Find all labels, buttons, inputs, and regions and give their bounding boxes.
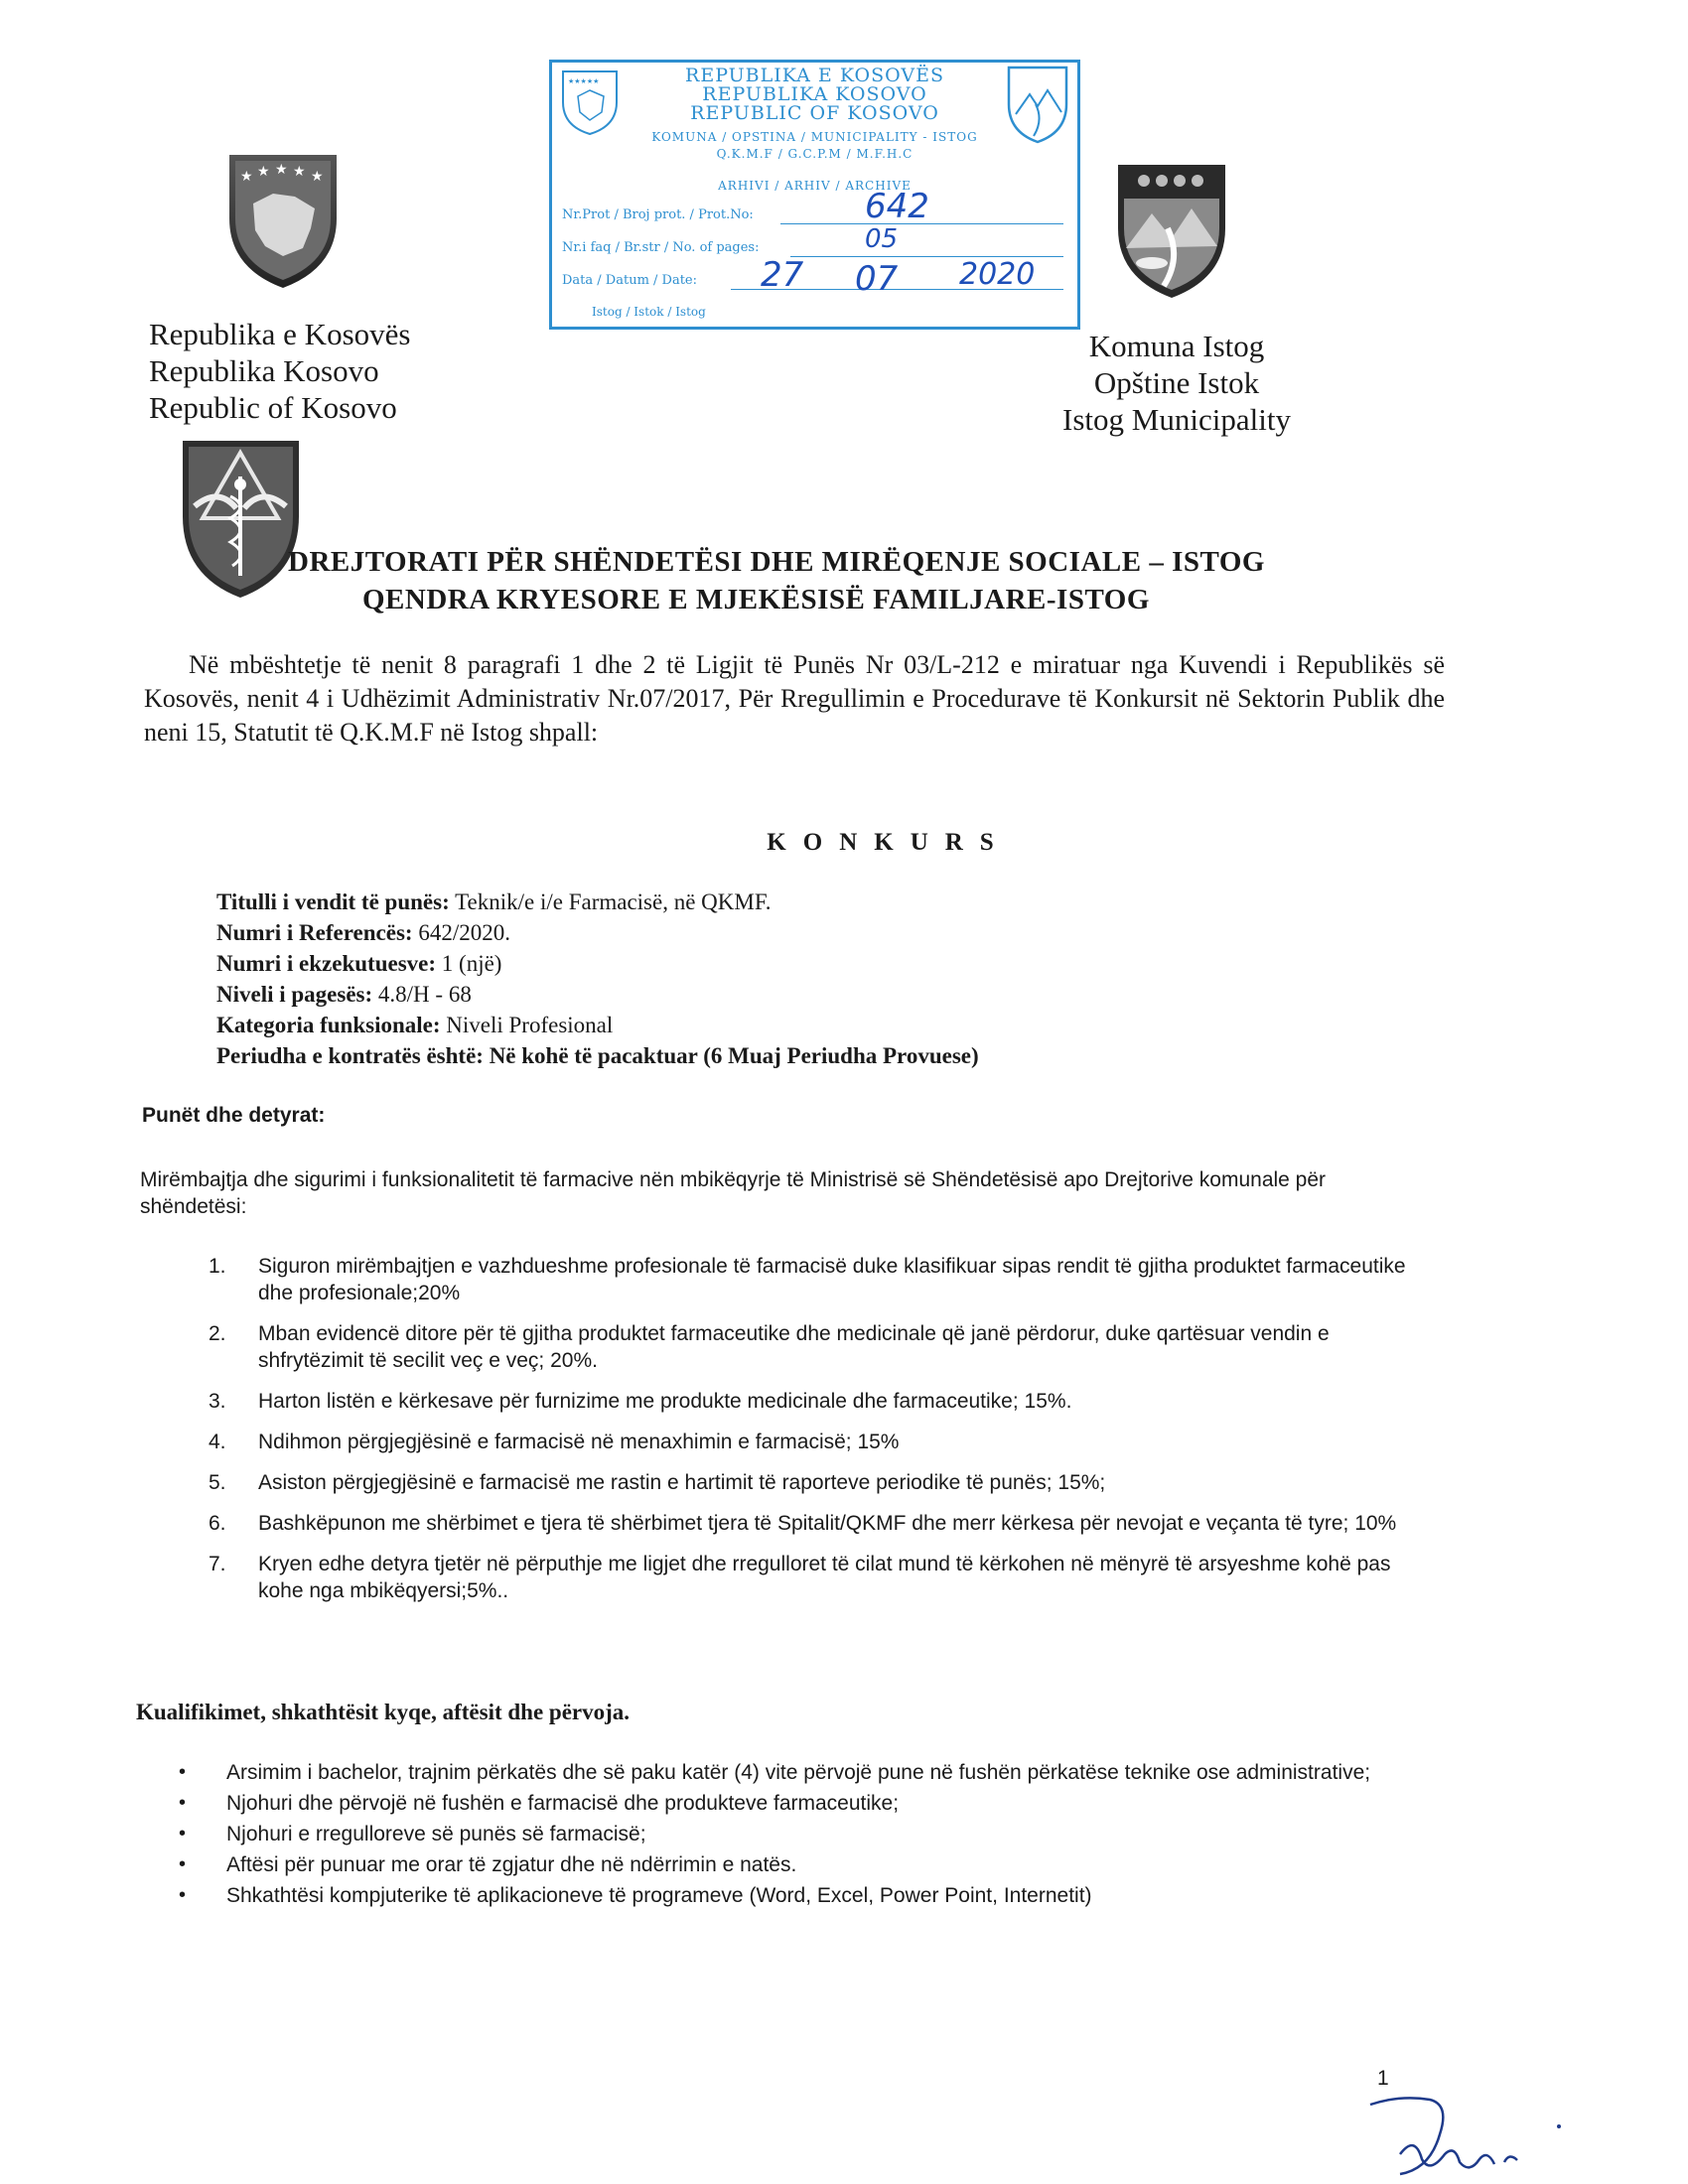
duties-list [209, 1253, 1440, 1618]
list-item [179, 1882, 1440, 1909]
vacancy-fields [216, 887, 979, 1071]
list-text: Bashkëpunon me shërbimet e tjera të shërbimet tjera të Spitalit/QKMF dhe merr kërkesa për nevojat e veçanta të tyre; 10% [258, 1512, 1397, 1535]
svg-text:★: ★ [240, 169, 253, 185]
list-item [209, 1429, 1440, 1455]
stamp-date-year: 2020 [959, 257, 1036, 292]
header-right-line: Komuna Istog [1088, 329, 1265, 363]
list-text: Harton listën e kërkesave për furnizime me produkte medicinale dhe farmaceutike; 15%. [258, 1390, 1072, 1413]
stamp-line-3: REPUBLIC OF KOSOVO [690, 102, 939, 124]
field-row [216, 1010, 979, 1040]
health-directorate-emblem-icon [179, 437, 303, 601]
intro-paragraph: Në mbështetje të nenit 8 paragrafi 1 dhe 2 të Ligjit të Punës Nr 03/L-212 e miratuar nga Kuvendi i Republikës së Kosovës, nenit 4 i Udhëzimit Administrativ Nr.07/2017, Për Rregullimin e Procedurave të Konkursit në Sektorin Publik dhe neni 15, Statutit të Q.K.M.F në Istog shpall: [144, 650, 1445, 747]
list-item [179, 1851, 1440, 1878]
svg-text:★: ★ [275, 162, 288, 178]
header-republic-names [149, 316, 410, 426]
bullet-icon: • [179, 1823, 187, 1844]
stamp-republic-line [552, 67, 1077, 123]
field-value: 642/2020. [412, 920, 510, 945]
stamp-date-day: 27 [761, 255, 804, 295]
field-value: Teknik/e i/e Farmacisë, në QKMF. [449, 889, 772, 914]
header-left-line: Republic of Kosovo [149, 390, 397, 425]
bullet-icon: • [179, 1853, 187, 1875]
stamp-pages-label: Nr.i faq / Br.str / No. of pages: [562, 240, 760, 255]
list-number: 3. [209, 1390, 226, 1413]
list-number: 1. [209, 1255, 226, 1278]
page-number: 1 [1377, 2067, 1389, 2090]
svg-text:★★★★★: ★★★★★ [568, 77, 600, 85]
qualifications-heading: Kualifikimet, shkathtësit kyqe, aftësit dhe përvoja. [136, 1700, 631, 1724]
field-label: Numri i ekzekutuesve: [216, 951, 437, 976]
duties-intro: Mirëmbajtja dhe sigurimi i funksionalitetit të farmacive nën mbikëqyrje të Ministrisë së Shëndetësisë apo Drejtorive komunale për shëndetësi: [140, 1168, 1327, 1218]
list-text: Ndihmon përgjegjësinë e farmacisë në menaxhimin e farmacisë; 15% [258, 1431, 900, 1453]
svg-text:★: ★ [257, 164, 270, 180]
field-row [216, 887, 979, 917]
field-value: Në kohë të pacaktuar (6 Muaj Periudha Provuese) [483, 1043, 979, 1068]
list-text: Shkathtësi kompjuterike të aplikacioneve të programeve (Word, Excel, Power Point, Internetit) [226, 1884, 1092, 1907]
bullet-icon: • [179, 1884, 187, 1906]
list-text: Njohuri dhe përvojë në fushën e farmacisë dhe produkteve farmaceutike; [226, 1792, 900, 1815]
list-item [209, 1253, 1440, 1306]
field-label: Numri i Referencës: [216, 920, 413, 945]
list-item [209, 1510, 1440, 1537]
list-number: 7. [209, 1553, 226, 1575]
stamp-prot-value: 642 [865, 187, 929, 226]
kosovo-coat-of-arms-icon [223, 149, 343, 293]
field-row [216, 917, 979, 948]
field-row [216, 948, 979, 979]
list-item [179, 1790, 1440, 1817]
field-label: Niveli i pagesës: [216, 982, 373, 1007]
konkurs-heading: KONKURS [767, 829, 1011, 856]
list-number: 4. [209, 1431, 226, 1453]
list-number: 2. [209, 1322, 226, 1345]
list-item [209, 1388, 1440, 1415]
stamp-date-month: 07 [855, 259, 899, 299]
field-row [216, 979, 979, 1010]
list-text: Arsimim i bachelor, trajnim përkatës dhe së paku katër (4) vite përvojë pune në fushën përkatëse teknike ose administrative; [226, 1761, 1371, 1784]
field-value: 4.8/H - 68 [372, 982, 472, 1007]
header-left-line: Republika e Kosovës [149, 317, 411, 351]
svg-text:★: ★ [311, 169, 324, 185]
list-text: Asiston përgjegjësinë e farmacisë me rastin e hartimit të raporteve periodike të punës; 15%; [258, 1471, 1106, 1494]
list-item [179, 1759, 1440, 1786]
stamp-municipality: KOMUNA / OPSTINA / MUNICIPALITY - ISTOG [651, 130, 978, 144]
stamp-date-label: Data / Datum / Date: [562, 273, 698, 288]
stamp-prot-label: Nr.Prot / Broj prot. / Prot.No: [562, 207, 754, 222]
center-title: QENDRA KRYESORE E MJEKËSISË FAMILJARE-ISTOG [362, 584, 1150, 615]
header-municipality-names [1053, 328, 1301, 438]
field-value: 1 (një) [436, 951, 502, 976]
stamp-place: Istog / Istok / Istog [592, 305, 706, 319]
svg-text:★: ★ [293, 164, 306, 180]
field-label: Periudha e kontratës është: [216, 1043, 484, 1068]
qualifications-list [179, 1759, 1440, 1913]
header-left-line: Republika Kosovo [149, 353, 379, 388]
field-value: Niveli Profesional [440, 1013, 614, 1037]
list-item [209, 1551, 1440, 1604]
bullet-icon: • [179, 1761, 187, 1783]
stamp-archive: ARHIVI / ARHIV / ARCHIVE [718, 179, 912, 193]
field-label: Titulli i vendit të punës: [216, 889, 450, 914]
list-item [209, 1469, 1440, 1496]
list-text: Siguron mirëmbajtjen e vazhdueshme profesionale të farmacisë duke klasifikuar sipas rendit të gjitha produktet farmaceutike dhe profesionale;20% [258, 1255, 1406, 1304]
stamp-line-2: REPUBLIKA KOSOVO [702, 83, 927, 105]
list-text: Aftësi për punuar me orar të zgjatur dhe në ndërrimin e natës. [226, 1853, 797, 1876]
list-item [209, 1320, 1440, 1374]
stamp-pages-value: 05 [865, 224, 899, 254]
list-text: Mban evidencë ditore për të gjitha produktet farmaceutike dhe medicinale që janë përdorur, duke qartësuar vendin e shfrytëzimit të secilit veç e veç; 20%. [258, 1322, 1330, 1372]
signature-icon [1360, 2075, 1609, 2184]
field-label: Kategoria funksionale: [216, 1013, 441, 1037]
list-number: 5. [209, 1471, 226, 1494]
header-right-line: Opštine Istok [1093, 365, 1260, 400]
stamp-center: Q.K.M.F / G.C.P.M / M.F.H.C [716, 147, 914, 161]
istog-municipality-emblem-icon [1112, 159, 1231, 303]
header-right-line: Istog Municipality [1062, 402, 1291, 437]
list-number: 6. [209, 1512, 226, 1535]
duties-heading: Punët dhe detyrat: [142, 1104, 326, 1127]
field-row [216, 1040, 979, 1071]
list-text: Kryen edhe detyra tjetër në përputhje me ligjet dhe rregulloret të cilat mund të kërkohen në mënyrë të arsyeshme kohë pas kohe nga mbikëqyersi;5%.. [258, 1553, 1391, 1602]
stamp-line-1: REPUBLIKA E KOSOVËS [685, 65, 944, 86]
archive-stamp [549, 60, 1080, 330]
directorate-title: DREJTORATI PËR SHËNDETËSI DHE MIRËQENJE SOCIALE – ISTOG [288, 546, 1265, 578]
list-item [179, 1821, 1440, 1847]
list-text: Njohuri e rregulloreve së punës së farmacisë; [226, 1823, 646, 1845]
bullet-icon: • [179, 1792, 187, 1814]
